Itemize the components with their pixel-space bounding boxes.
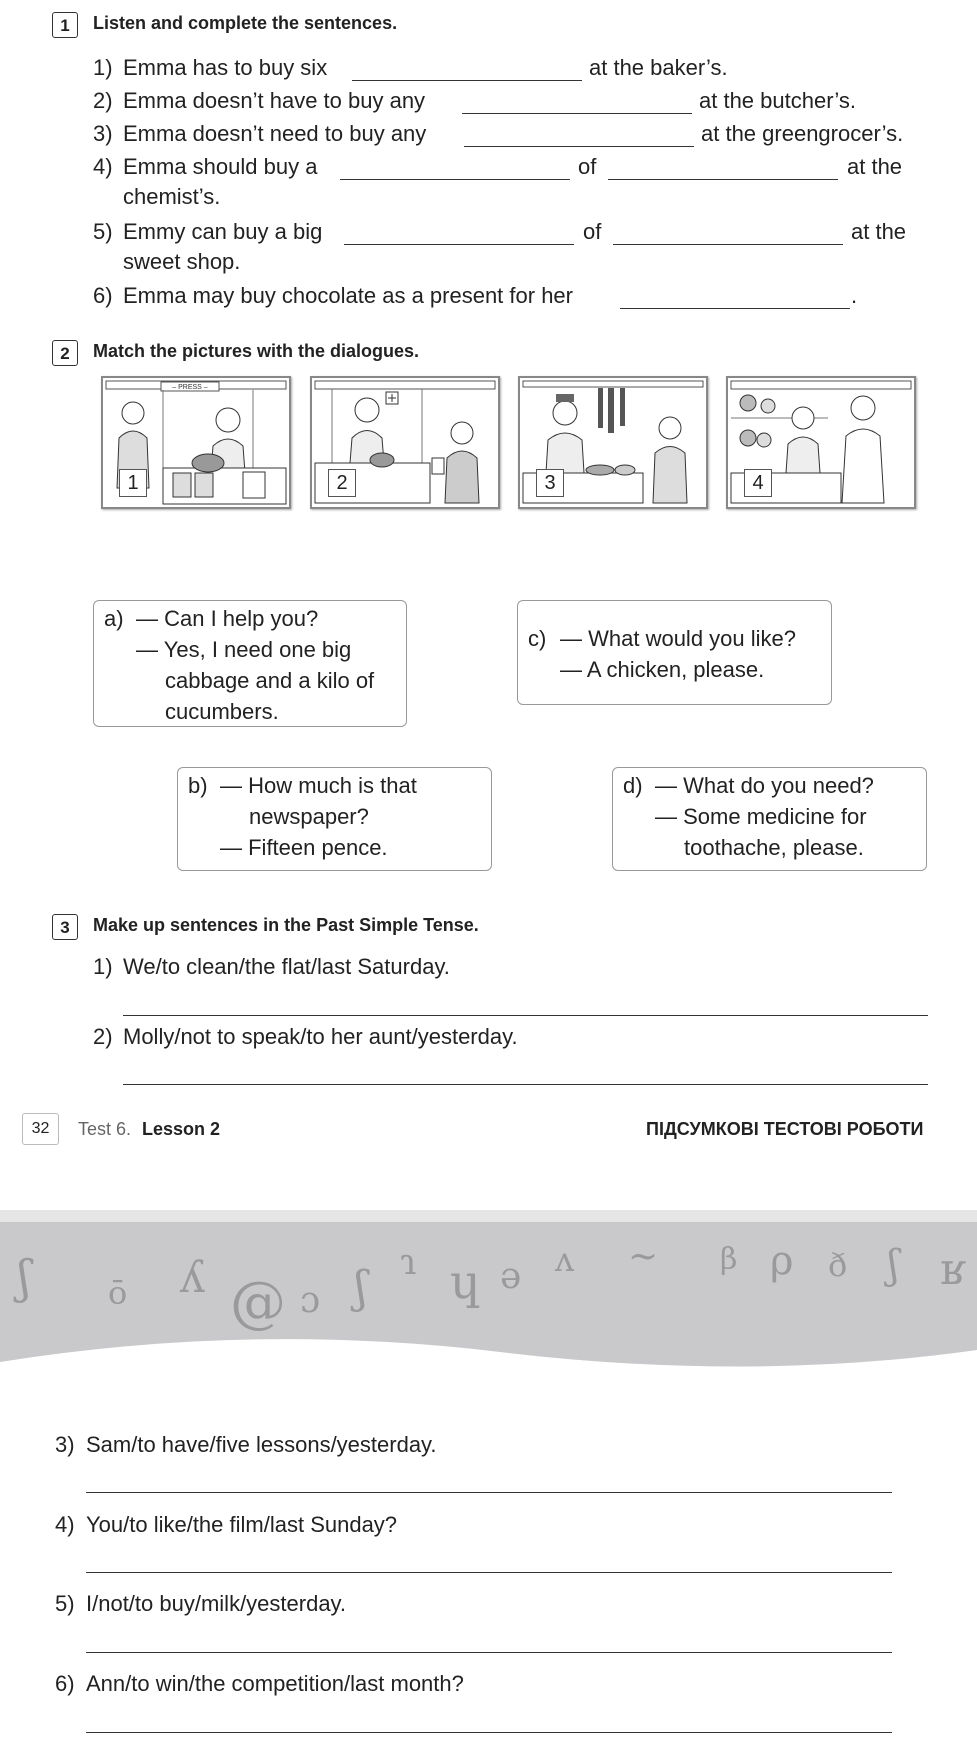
sentence-start: Emma may buy chocolate as a present for her: [123, 283, 573, 308]
picture-number: 2: [328, 469, 356, 497]
item-number: 5): [93, 219, 113, 244]
sentence-end: at the: [851, 219, 907, 244]
item-number: 1): [93, 55, 113, 80]
item-number: 2): [93, 1024, 113, 1049]
ornament-glyph: ρ: [770, 1238, 794, 1284]
sentence-start: Emma doesn’t have to buy any: [123, 88, 426, 113]
ornament-glyph: ō: [108, 1274, 128, 1312]
item-number: 5): [55, 1591, 75, 1616]
dialogue-line: — A chicken, please.: [560, 657, 765, 682]
sentence-start: Emma doesn’t need to buy any: [123, 121, 427, 146]
ornament-glyph: ʃ: [18, 1250, 31, 1304]
sentence-start: Emma has to buy six: [123, 55, 328, 80]
ornament-glyph: ʃ: [888, 1242, 899, 1288]
item-number: 4): [93, 154, 113, 179]
prompt-sentence: You/to like/the film/last Sunday?: [86, 1512, 398, 1537]
picture-chemist: [310, 376, 500, 509]
ornament-glyph: @: [230, 1270, 286, 1335]
answer-blank[interactable]: [344, 244, 574, 245]
sentence-end: at the baker’s.: [589, 55, 728, 80]
item-number: 6): [93, 283, 113, 308]
picture-number: 3: [536, 469, 564, 497]
exercise-2-number: 2: [52, 340, 78, 366]
dialogue-line: — What would you like?: [560, 626, 796, 651]
dialogue-line: cabbage and a kilo of: [165, 668, 375, 693]
prompt-sentence: Sam/to have/five lessons/yesterday.: [86, 1432, 437, 1457]
ornament-glyph: ~: [628, 1236, 659, 1277]
sentence-end: at the butcher’s.: [699, 88, 856, 113]
answer-line[interactable]: [86, 1492, 892, 1493]
sentence-continuation: sweet shop.: [123, 249, 241, 274]
answer-blank[interactable]: [352, 80, 582, 81]
ornament-glyph: ɿ: [400, 1242, 417, 1283]
ornament-glyph: ʃ: [355, 1262, 367, 1313]
dialogue-b: [177, 767, 492, 871]
item-number: 3): [55, 1432, 75, 1457]
prompt-sentence: Ann/to win/the competition/last month?: [86, 1671, 464, 1696]
picture-greengrocer: [726, 376, 916, 509]
dialogue-line: — How much is that: [220, 773, 417, 798]
ornament-glyph: ʎ: [180, 1252, 205, 1303]
press-sign: – PRESS –: [172, 384, 208, 391]
ornament-glyph: ð: [828, 1246, 848, 1284]
exercise-2-title: Match the pictures with the dialogues.: [93, 341, 420, 361]
picture-number: 4: [744, 469, 772, 497]
sentence-continuation: chemist’s.: [123, 184, 221, 209]
dialogue-line: cucumbers.: [165, 699, 279, 724]
sentence-middle: of: [583, 219, 602, 244]
dialogue-line: — Yes, I need one big: [136, 637, 352, 662]
dialogue-d: [612, 767, 927, 871]
dialogue-c: [517, 600, 832, 705]
page-number: 32: [22, 1113, 59, 1145]
sentence-start: Emma should buy a: [123, 154, 318, 179]
ornament-glyph: ɔ: [300, 1280, 321, 1321]
picture-number: 1: [119, 469, 147, 497]
footer-test: Test 6.: [78, 1119, 132, 1139]
dialogue-letter: b): [188, 773, 208, 798]
answer-blank[interactable]: [340, 179, 570, 180]
exercise-3-number: 3: [52, 914, 78, 940]
answer-line[interactable]: [86, 1652, 892, 1653]
footer-lesson: Lesson 2: [142, 1119, 221, 1139]
answer-blank[interactable]: [608, 179, 838, 180]
dialogue-letter: a): [104, 606, 124, 631]
answer-blank[interactable]: [620, 308, 850, 309]
dialogue-letter: c): [528, 626, 547, 651]
ornament-glyph: β: [720, 1242, 738, 1277]
dialogue-line: toothache, please.: [684, 835, 864, 860]
item-number: 6): [55, 1671, 75, 1696]
decorative-band-edge: [0, 1210, 977, 1222]
exercise-1-title: Listen and complete the sentences.: [93, 13, 398, 33]
ornament-glyph: ʁ: [940, 1244, 966, 1295]
dialogue-line: — Fifteen pence.: [220, 835, 388, 860]
picture-newsagent: [101, 376, 291, 509]
exercise-1-number: 1: [52, 12, 78, 38]
ornament-glyph: ə: [500, 1256, 522, 1297]
picture-butcher: [518, 376, 708, 509]
ornament-glyph: ɥ: [450, 1254, 481, 1310]
ornament-glyph: ʌ: [555, 1240, 575, 1280]
answer-line[interactable]: [123, 1084, 928, 1085]
sentence-start: Emmy can buy a big: [123, 219, 323, 244]
dialogue-line: — What do you need?: [655, 773, 874, 798]
item-number: 2): [93, 88, 113, 113]
sentence-end: at the greengrocer’s.: [701, 121, 904, 146]
sentence-end: .: [851, 283, 858, 308]
item-number: 3): [93, 121, 113, 146]
band-wave: [0, 1332, 977, 1382]
exercise-3-title: Make up sentences in the Past Simple Tense.: [93, 915, 479, 935]
decorative-band: [0, 1222, 977, 1382]
item-number: 1): [93, 954, 113, 979]
dialogue-line: newspaper?: [249, 804, 369, 829]
prompt-sentence: I/not/to buy/milk/yesterday.: [86, 1591, 347, 1616]
answer-line[interactable]: [86, 1572, 892, 1573]
prompt-sentence: Molly/not to speak/to her aunt/yesterday.: [123, 1024, 518, 1049]
answer-line[interactable]: [123, 1015, 928, 1016]
dialogue-line: — Some medicine for: [655, 804, 867, 829]
item-number: 4): [55, 1512, 75, 1537]
answer-blank[interactable]: [462, 113, 692, 114]
sentence-middle: of: [578, 154, 597, 179]
dialogue-letter: d): [623, 773, 643, 798]
answer-blank[interactable]: [613, 244, 843, 245]
dialogue-line: — Can I help you?: [136, 606, 319, 631]
prompt-sentence: We/to clean/the flat/last Saturday.: [123, 954, 450, 979]
sentence-end: at the: [847, 154, 903, 179]
answer-line[interactable]: [86, 1732, 892, 1733]
dialogue-a: [93, 600, 407, 727]
footer-section-title: ПІДСУМКОВІ ТЕСТОВІ РОБОТИ: [646, 1119, 924, 1139]
answer-blank[interactable]: [464, 146, 694, 147]
